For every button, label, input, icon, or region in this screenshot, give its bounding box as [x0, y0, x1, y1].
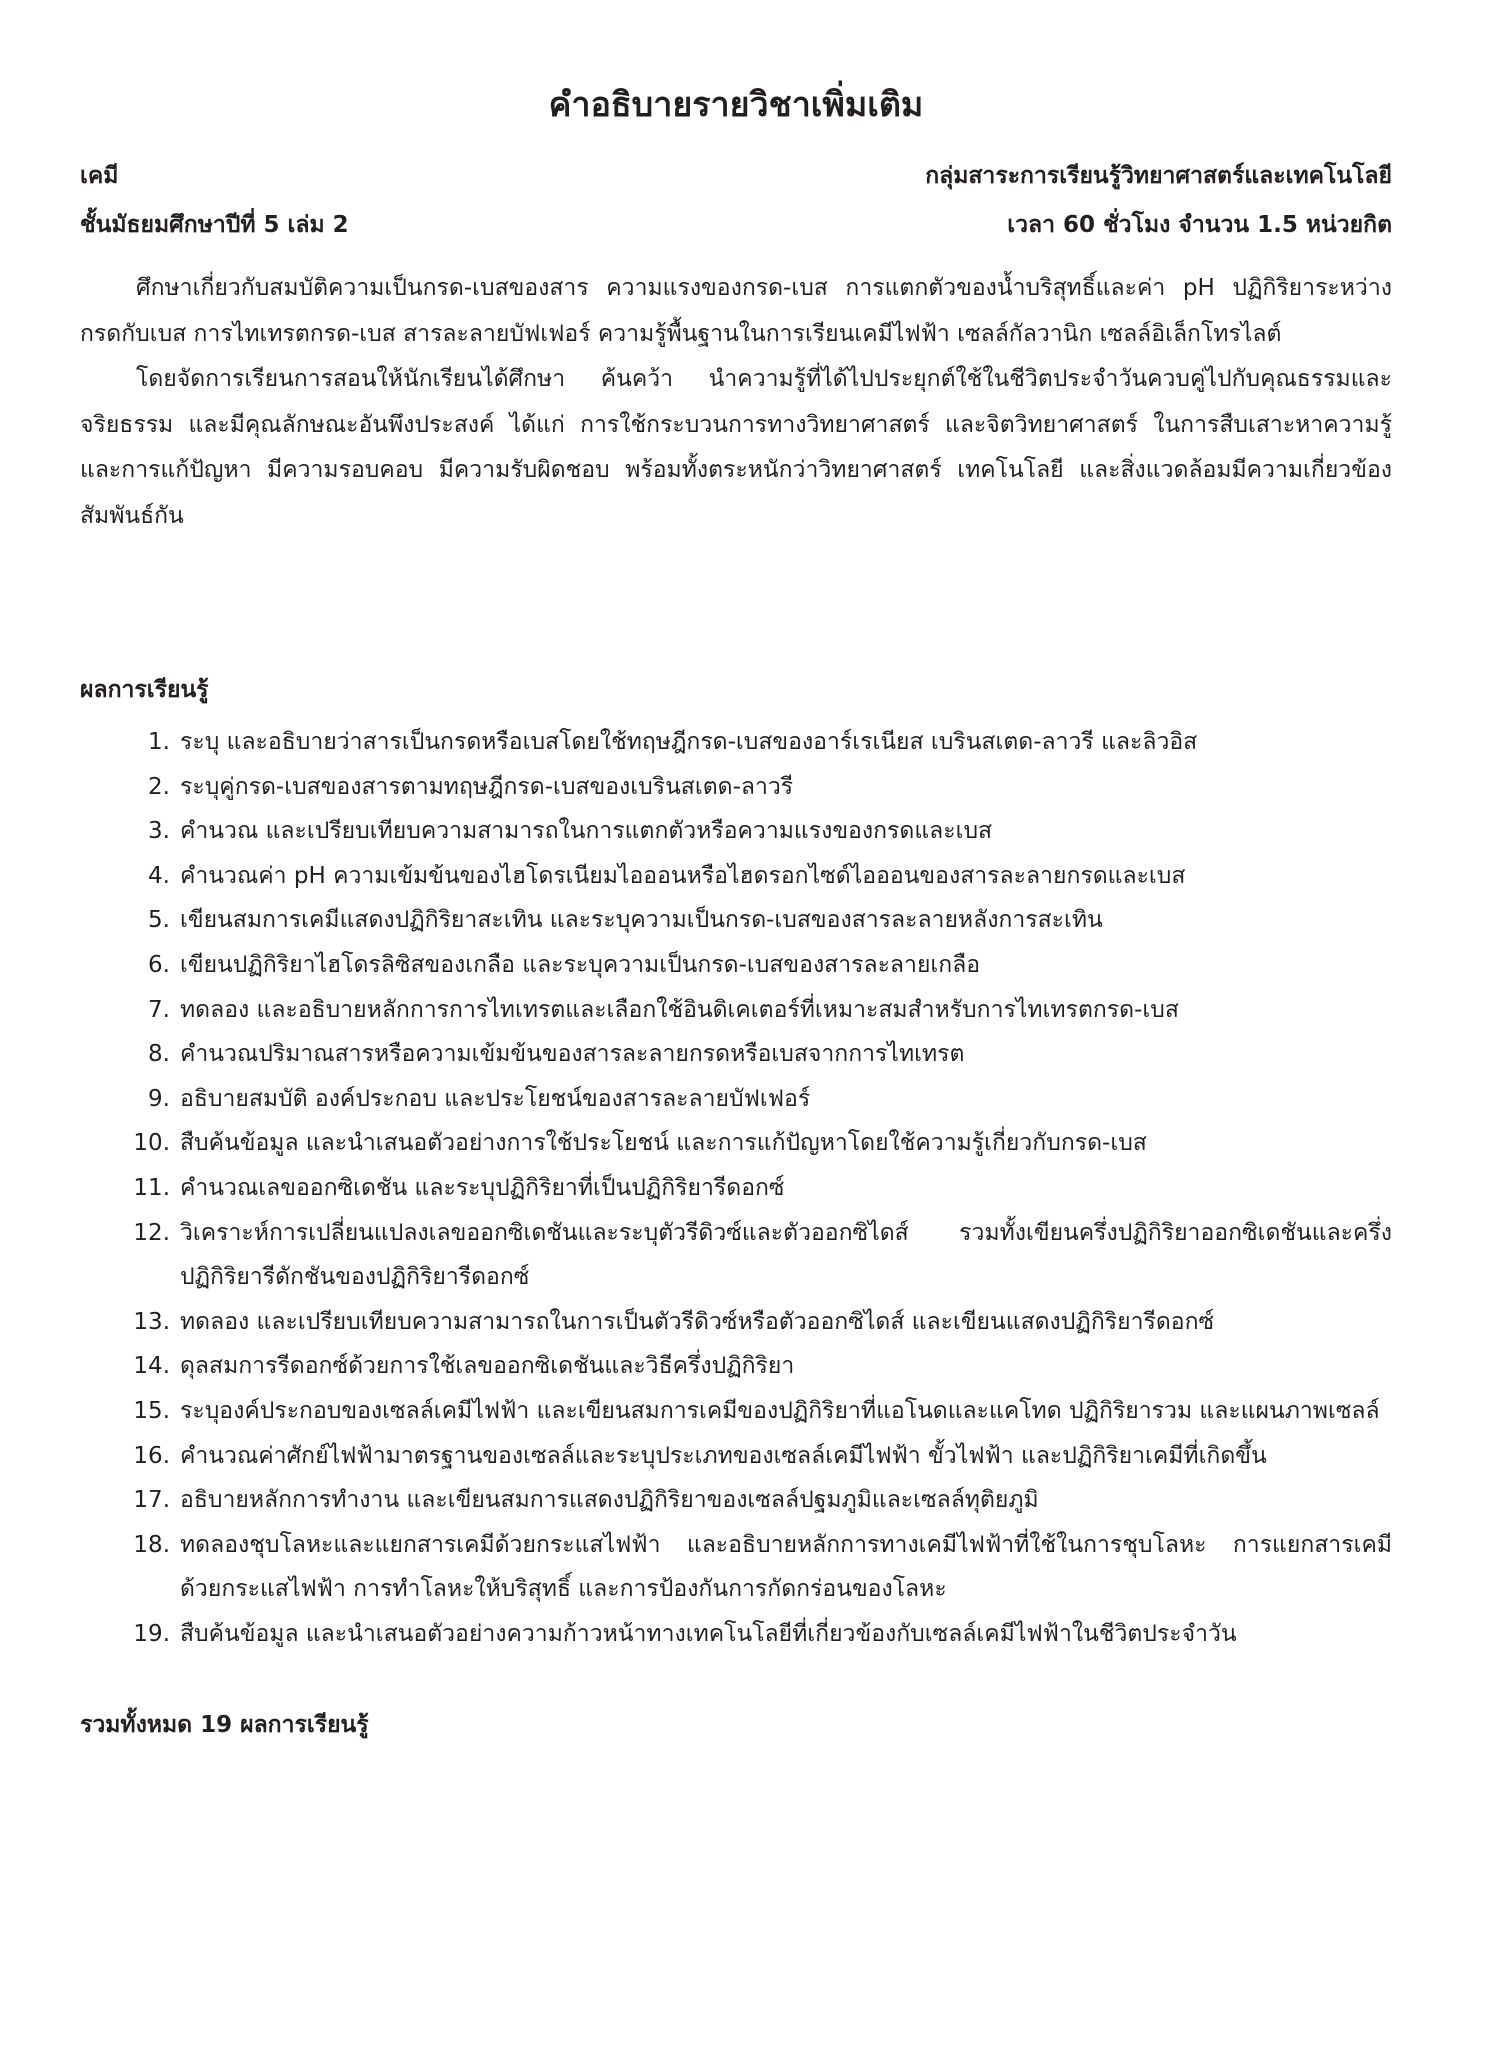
item-text: เขียนปฏิกิริยาไฮโดรลิซิสของเกลือ และระบุความเป็นกรด-เบสของสารละลายเกลือ: [180, 951, 981, 978]
item-number: 2.: [148, 773, 170, 800]
item-text: คำนวณค่าศักย์ไฟฟ้ามาตรฐานของเซลล์และระบุประเภทของเซลล์เคมีไฟฟ้า ขั้วไฟฟ้า และปฏิกิริยาเคมีที่เกิดขึ้น: [180, 1442, 1267, 1469]
list-item: [80, 720, 1392, 765]
list-item: [80, 809, 1392, 854]
item-number: 15.: [133, 1397, 170, 1424]
header-row-subject: [80, 158, 1392, 194]
item-text: วิเคราะห์การเปลี่ยนแปลงเลขออกซิเดชันและระบุตัวรีดิวซ์และตัวออกซิไดส์ รวมทั้งเขียนครึ่งปฏิกิริยาออกซิเดชันและครึ่งปฏิกิริยารีดักชันของปฏิกิริยารีดอกซ์: [180, 1219, 1392, 1291]
item-number: 19.: [133, 1620, 170, 1647]
item-text: อธิบายสมบัติ องค์ประกอบ และประโยชน์ของสารละลายบัฟเฟอร์: [180, 1085, 811, 1112]
learning-area: กลุ่มสาระการเรียนรู้วิทยาศาสตร์และเทคโนโลยี: [925, 163, 1392, 189]
item-text: ดุลสมการรีดอกซ์ด้วยการใช้เลขออกซิเดชันและวิธีครึ่งปฏิกิริยา: [180, 1353, 795, 1380]
item-number: 9.: [148, 1085, 170, 1112]
item-number: 3.: [148, 818, 170, 845]
subject-name: เคมี: [80, 163, 119, 189]
outcomes-list: [80, 720, 1392, 1656]
list-item: [80, 765, 1392, 810]
item-number: 14.: [133, 1353, 170, 1380]
item-text: คำนวณเลขออกซิเดชัน และระบุปฏิกิริยาที่เป็นปฏิกิริยารีดอกซ์: [180, 1174, 785, 1201]
description-paragraph: โดยจัดการเรียนการสอนให้นักเรียนได้ศึกษา ค้นคว้า นำความรู้ที่ได้ไปประยุกต์ใช้ในชีวิตประจำวันควบคู่ไปกับคุณธรรมและจริยธรรม และมีคุณลักษณะอันพึงประสงค์ ได้แก่ การใช้กระบวนการทางวิทยาศาสตร์ และจิตวิทยาศาสตร์ ในการสืบเสาะหาความรู้และการแก้ปัญหา มีความรอบคอบ มีความรับผิดชอบ พร้อมทั้งตระหนักว่าวิทยาศาสตร์ เทคโนโลยี และสิ่งแวดล้อมมีความเกี่ยวข้องสัมพันธ์กัน: [80, 366, 1392, 529]
list-item: [80, 988, 1392, 1033]
list-item: [80, 1121, 1392, 1166]
list-item: [80, 1211, 1392, 1300]
list-item: [80, 1478, 1392, 1523]
list-item: [80, 943, 1392, 988]
list-item: [80, 1032, 1392, 1077]
item-number: 1.: [148, 729, 170, 755]
item-number: 13.: [133, 1308, 170, 1335]
item-text: สืบค้นข้อมูล และนำเสนอตัวอย่างความก้าวหน้าทางเทคโนโลยีที่เกี่ยวข้องกับเซลล์เคมีไฟฟ้าในชีวิตประจำวัน: [180, 1620, 1237, 1647]
list-item: [80, 898, 1392, 943]
item-text: สืบค้นข้อมูล และนำเสนอตัวอย่างการใช้ประโยชน์ และการแก้ปัญหาโดยใช้ความรู้เกี่ยวกับกรด-เบส: [180, 1130, 1147, 1157]
course-description: [80, 266, 1392, 539]
list-item: [80, 1612, 1392, 1657]
list-item: [80, 1389, 1392, 1434]
item-number: 18.: [133, 1531, 170, 1558]
list-item: [80, 1077, 1392, 1122]
outcomes-total: รวมทั้งหมด 19 ผลการเรียนรู้: [80, 1712, 369, 1738]
header-row-grade: [80, 207, 1392, 243]
item-number: 8.: [148, 1041, 170, 1068]
item-text: คำนวณปริมาณสารหรือความเข้มข้นของสารละลายกรดหรือเบสจากการไทเทรต: [180, 1041, 965, 1068]
item-text: ทดลอง และอธิบายหลักการการไทเทรตและเลือกใช้อินดิเคเตอร์ที่เหมาะสมสำหรับการไทเทรตกรด-เบส: [180, 996, 1179, 1023]
list-item: [80, 1523, 1392, 1612]
item-number: 16.: [133, 1442, 170, 1469]
list-item: [80, 1300, 1392, 1345]
description-paragraph: ศึกษาเกี่ยวกับสมบัติความเป็นกรด-เบสของสาร ความแรงของกรด-เบส การแตกตัวของน้ำบริสุทธิ์และค่า pH ปฏิกิริยาระหว่างกรดกับเบส การไทเทรตกรด-เบส สารละลายบัฟเฟอร์ ความรู้พื้นฐานในการเรียนเคมีไฟฟ้า เซลล์กัลวานิก เซลล์อิเล็กโทรไลต์: [80, 275, 1392, 347]
item-text: ทดลอง และเปรียบเทียบความสามารถในการเป็นตัวรีดิวซ์หรือตัวออกซิไดส์ และเขียนแสดงปฏิกิริยารีดอกซ์: [180, 1308, 1215, 1335]
item-text: เขียนสมการเคมีแสดงปฏิกิริยาสะเทิน และระบุความเป็นกรด-เบสของสารละลายหลังการสะเทิน: [180, 907, 1103, 934]
item-number: 17.: [133, 1487, 170, 1514]
list-item: [80, 854, 1392, 899]
item-text: ระบุองค์ประกอบของเซลล์เคมีไฟฟ้า และเขียนสมการเคมีของปฏิกิริยาที่แอโนดและแคโทด ปฏิกิริยารวม และแผนภาพเซลล์: [180, 1397, 1380, 1424]
item-text: ระบุคู่กรด-เบสของสารตามทฤษฎีกรด-เบสของเบรินสเตด-ลาวรี: [180, 773, 794, 800]
time-credit: เวลา 60 ชั่วโมง จำนวน 1.5 หน่วยกิต: [1007, 212, 1392, 238]
item-number: 10.: [133, 1130, 170, 1157]
item-number: 6.: [148, 951, 170, 978]
item-number: 5.: [148, 907, 170, 934]
item-text: อธิบายหลักการทำงาน และเขียนสมการแสดงปฏิกิริยาของเซลล์ปฐมภูมิและเซลล์ทุติยภูมิ: [180, 1487, 1039, 1514]
page-title: คำอธิบายรายวิชาเพิ่มเติม: [548, 85, 924, 125]
outcomes-heading: ผลการเรียนรู้: [80, 677, 209, 703]
item-text: ระบุ และอธิบายว่าสารเป็นกรดหรือเบสโดยใช้ทฤษฎีกรด-เบสของอาร์เรเนียส เบรินสเตด-ลาวรี และลิวอิส: [180, 729, 1198, 755]
list-item: [80, 1434, 1392, 1479]
item-number: 11.: [133, 1174, 170, 1201]
item-number: 7.: [148, 996, 170, 1023]
list-item: [80, 1344, 1392, 1389]
grade-level: ชั้นมัธยมศึกษาปีที่ 5 เล่ม 2: [80, 212, 349, 238]
item-number: 4.: [148, 862, 170, 889]
item-text: คำนวณ และเปรียบเทียบความสามารถในการแตกตัวหรือความแรงของกรดและเบส: [180, 818, 993, 845]
list-item: [80, 1166, 1392, 1211]
item-number: 12.: [133, 1219, 170, 1246]
item-text: ทดลองชุบโลหะและแยกสารเคมีด้วยกระแสไฟฟ้า และอธิบายหลักการทางเคมีไฟฟ้าที่ใช้ในการชุบโลหะ การแยกสารเคมีด้วยกระแสไฟฟ้า การทำโลหะให้บริสุทธิ์ และการป้องกันการกัดกร่อนของโลหะ: [180, 1531, 1392, 1603]
item-text: คำนวณค่า pH ความเข้มข้นของไฮโดรเนียมไอออนหรือไฮดรอกไซด์ไอออนของสารละลายกรดและเบส: [180, 862, 1186, 889]
document-page: [80, 0, 1392, 2047]
